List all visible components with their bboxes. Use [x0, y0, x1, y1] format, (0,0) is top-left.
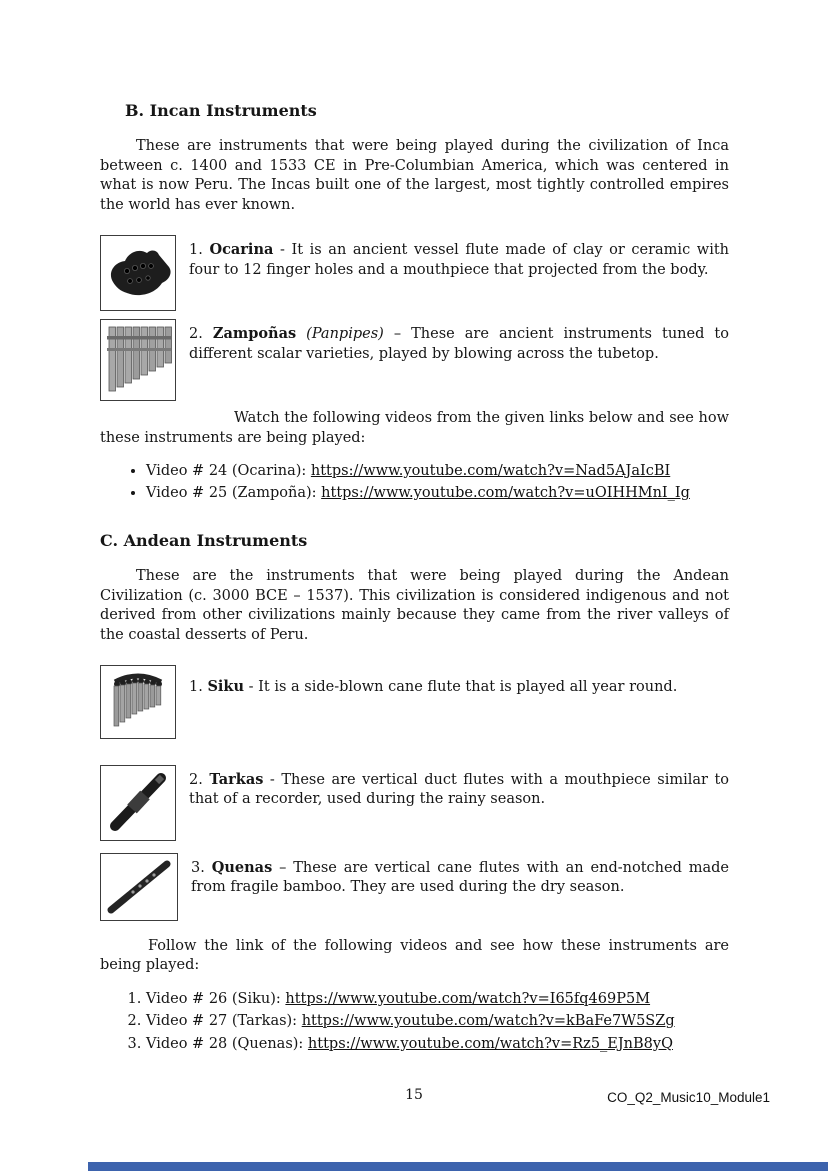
item-number: 2. — [189, 326, 213, 343]
item-text: – These are vertical cane flutes with an end-notched made from fragile bamboo. They are used during the dry season. — [191, 859, 729, 896]
item-text: - These are vertical duct flutes with a mouthpiece similar to that of a recorder, used during the rainy season. — [189, 771, 729, 808]
tarkas-image — [100, 765, 176, 841]
andean-intro-paragraph: These are the instruments that were being played during the Andean Civilization (c. 3000 BCE – 1537). This civilization is considered indigenous and not derived from other civilizations mainly because they came from the river valleys of the coastal desserts of Peru. — [100, 568, 729, 643]
item-name: Quenas — [211, 858, 273, 876]
video-list-item — [146, 462, 729, 481]
siku-image — [100, 665, 176, 739]
tarkas-illustration — [103, 768, 173, 838]
video-link[interactable]: https://www.youtube.com/watch?v=kBaFe7W5SZg — [301, 1013, 675, 1030]
item-text: - It is a side-blown cane flute that is played all year round. — [244, 678, 678, 695]
ocarina-row — [100, 235, 729, 311]
item-number: 3. — [191, 859, 212, 876]
item-name: Ocarina — [209, 241, 274, 259]
video-label: Video # 25 (Zampoña): — [146, 485, 322, 502]
quenas-image — [100, 853, 178, 921]
quenas-illustration — [103, 856, 175, 918]
video-label: Video # 28 (Quenas): — [146, 1035, 308, 1052]
incan-heading: B. Incan Instruments — [125, 101, 317, 120]
siku-description — [189, 665, 729, 697]
video-link[interactable]: https://www.youtube.com/watch?v=Rz5_EJnB8yQ — [307, 1035, 673, 1052]
tarkas-description — [189, 765, 729, 810]
module-code: CO_Q2_Music10_Module1 — [607, 1089, 770, 1105]
item-number: 1. — [189, 242, 210, 259]
video-link[interactable]: https://www.youtube.com/watch?v=uOIHHMnI_Ig — [321, 485, 690, 502]
item-number: 2. — [189, 771, 210, 788]
ocarina-image — [100, 235, 176, 311]
item-name: Tarkas — [209, 770, 264, 788]
video-list-item — [146, 484, 729, 503]
video-label: Video # 26 (Siku): — [146, 990, 286, 1007]
video-link[interactable]: https://www.youtube.com/watch?v=I65fq469P5M — [285, 990, 651, 1007]
zamponas-row — [100, 319, 729, 401]
tarkas-row — [100, 765, 729, 841]
siku-illustration — [103, 668, 173, 736]
video-list-item — [146, 1012, 729, 1031]
item-number: 1. — [189, 678, 208, 695]
video-list-item — [146, 1035, 729, 1054]
item-alt-name: (Panpipes) — [296, 326, 384, 343]
quenas-row — [100, 853, 729, 921]
ocarina-description — [189, 235, 729, 280]
andean-heading: C. Andean Instruments — [100, 530, 308, 550]
andean-video-list — [100, 990, 729, 1054]
incan-video-list — [100, 462, 729, 504]
quenas-description — [191, 853, 729, 898]
page-number: 15 — [405, 1087, 423, 1104]
video-link[interactable]: https://www.youtube.com/watch?v=Nad5AJaIcBI — [310, 462, 671, 479]
andean-watch-paragraph: Follow the link of the following videos and see how these instruments are being played: — [100, 937, 729, 974]
footer-accent-bar — [88, 1162, 828, 1171]
item-text: – These are ancient instruments tuned to different scalar varieties, played by blowing across the tubetop. — [189, 326, 729, 362]
item-name: Zampoñas — [212, 325, 297, 343]
video-label: Video # 24 (Ocarina): — [146, 462, 311, 479]
item-text: - It is an ancient vessel flute made of clay or ceramic with four to 12 finger holes and a mouthpiece that projected from the body. — [189, 242, 729, 278]
item-name: Siku — [207, 677, 245, 695]
video-label: Video # 27 (Tarkas): — [146, 1013, 302, 1030]
zamponas-illustration — [103, 322, 173, 398]
siku-row — [100, 665, 729, 739]
incan-watch-paragraph: Watch the following videos from the given links below and see how these instruments are being played: — [100, 410, 729, 446]
zamponas-image — [100, 319, 176, 401]
zamponas-description — [189, 319, 729, 364]
ocarina-illustration — [103, 238, 173, 308]
incan-intro-paragraph: These are instruments that were being played during the civilization of Inca between c. 1400 and 1533 CE in Pre-Columbian America, which was centered in what is now Peru. The Incas built one of the largest, most tightly controlled empires the world has ever known. — [100, 138, 729, 213]
video-list-item — [146, 990, 729, 1009]
